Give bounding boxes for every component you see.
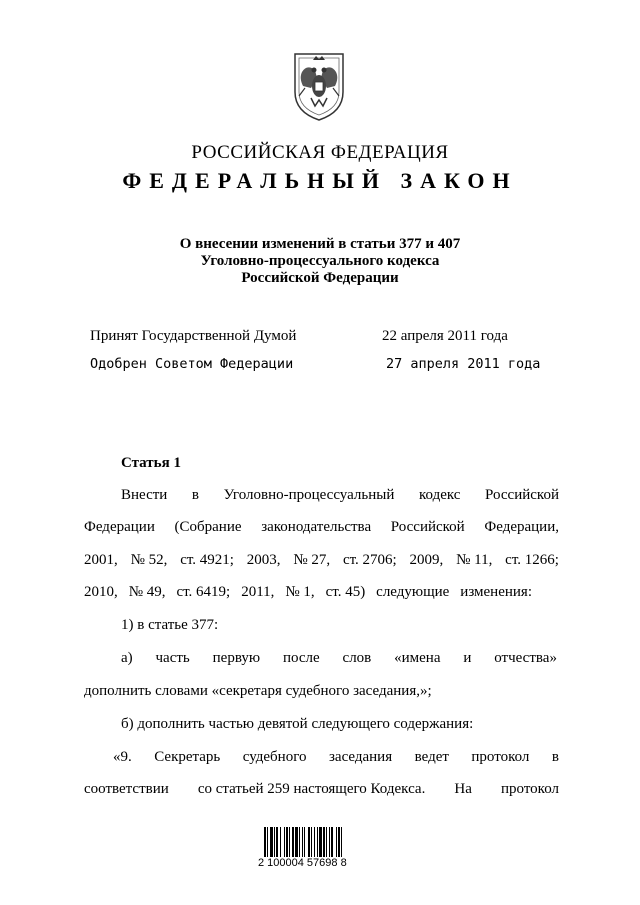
word: № 11, <box>456 552 493 568</box>
barcode-bar <box>317 827 318 857</box>
word: протокол <box>471 749 530 765</box>
word: (Собрание <box>174 519 242 535</box>
body-line <box>84 552 559 569</box>
barcode-bar <box>326 827 327 857</box>
body-line <box>84 519 559 536</box>
word: ст. 6419; <box>176 584 231 600</box>
word: в <box>551 749 559 765</box>
list-item-marker: 1) в статье 377: <box>121 617 219 633</box>
word: «9. <box>113 749 132 765</box>
body-line <box>84 584 532 601</box>
word: соответствии <box>84 781 169 797</box>
barcode-bar <box>329 827 330 857</box>
barcode-bar <box>314 827 315 857</box>
word: № 27, <box>293 552 331 568</box>
council-approval-label: Одобрен Советом Федерации <box>90 356 294 372</box>
word: 2001, <box>84 552 118 568</box>
word: заседания <box>328 749 393 765</box>
country-name: РОССИЙСКАЯ ФЕДЕРАЦИЯ <box>191 142 449 163</box>
word: и <box>463 650 472 666</box>
body-line <box>84 781 559 798</box>
word: после <box>282 650 320 666</box>
law-title-line: Уголовно-процессуального кодекса <box>200 253 440 269</box>
body-line <box>113 749 559 766</box>
word: Российской <box>390 519 465 535</box>
barcode-bar <box>331 827 333 857</box>
body-line <box>121 487 559 504</box>
barcode-bar <box>267 827 268 857</box>
word: изменения: <box>460 584 532 600</box>
barcode-bar <box>302 827 303 857</box>
barcode-bar <box>276 827 278 857</box>
word: дополнить словами «секретаря судебного заседания,»; <box>84 683 432 699</box>
barcode-bar <box>295 827 298 857</box>
word: законодательства <box>261 519 372 535</box>
barcode-bar <box>280 827 281 857</box>
word: «имена <box>394 650 441 666</box>
duma-adoption-date: 22 апреля 2011 года <box>382 328 508 344</box>
barcode-bar <box>323 827 325 857</box>
barcode-bar <box>338 827 340 857</box>
word: протокол <box>500 781 559 797</box>
word: 2011, <box>241 584 275 600</box>
law-title-line: Российской Федерации <box>241 270 399 286</box>
law-title <box>0 236 640 287</box>
barcode-bar <box>341 827 342 857</box>
word: первую <box>212 650 261 666</box>
barcode-bar <box>274 827 275 857</box>
duma-adoption-label: Принят Государственной Думой <box>90 328 297 344</box>
word: судебного <box>242 749 307 765</box>
word: ст. 1266; <box>505 552 559 568</box>
word: № 49, <box>128 584 166 600</box>
word: ст. 2706; <box>342 552 397 568</box>
barcode-icon <box>264 827 374 857</box>
word: Российской <box>485 487 559 503</box>
barcode-number: 2 100004 57698 8 <box>258 857 347 869</box>
word: № 52, <box>130 552 168 568</box>
coat-of-arms-icon <box>285 48 353 122</box>
word: кодекс <box>418 487 461 503</box>
word: ведет <box>414 749 449 765</box>
barcode-bar <box>311 827 312 857</box>
barcode-bar <box>308 827 310 857</box>
word: Федерации, <box>484 519 559 535</box>
council-approval-date: 27 апреля 2011 года <box>386 356 541 372</box>
word: следующие <box>376 584 450 600</box>
word: часть <box>155 650 190 666</box>
word: отчества» <box>494 650 557 666</box>
word: со статьей 259 настоящего Кодекса. <box>197 781 426 797</box>
word: Федерации <box>84 519 155 535</box>
body-line <box>121 617 559 634</box>
barcode-bar <box>270 827 273 857</box>
body-line <box>121 716 559 733</box>
barcode-bar <box>289 827 290 857</box>
body-line <box>121 650 557 667</box>
word: № 1, <box>285 584 315 600</box>
word: 2003, <box>246 552 281 568</box>
barcode-bar <box>292 827 294 857</box>
word: в <box>191 487 200 503</box>
barcode-bar <box>304 827 305 857</box>
word: ст. 4921; <box>180 552 234 568</box>
law-type: ФЕДЕРАЛЬНЫЙ ЗАКОН <box>122 168 518 193</box>
word: Уголовно-процессуальный <box>223 487 395 503</box>
barcode-bar <box>336 827 337 857</box>
word: 2009, <box>409 552 444 568</box>
barcode-bar <box>299 827 300 857</box>
word: Внести <box>121 487 168 503</box>
word: Секретарь <box>154 749 221 765</box>
body-line <box>84 683 559 700</box>
word: ст. 45) <box>325 584 366 600</box>
word: а) <box>121 650 133 666</box>
word: 2010, <box>84 584 118 600</box>
barcode-bar <box>319 827 322 857</box>
word: слов <box>342 650 372 666</box>
word: б) дополнить частью девятой следующего содержания: <box>121 716 474 732</box>
barcode-bar <box>284 827 285 857</box>
barcode-bar <box>264 827 266 857</box>
article-heading: Статья 1 <box>121 455 181 471</box>
barcode-bar <box>286 827 288 857</box>
law-title-line: О внесении изменений в статьи 377 и 407 <box>179 236 461 252</box>
word: На <box>454 781 472 797</box>
